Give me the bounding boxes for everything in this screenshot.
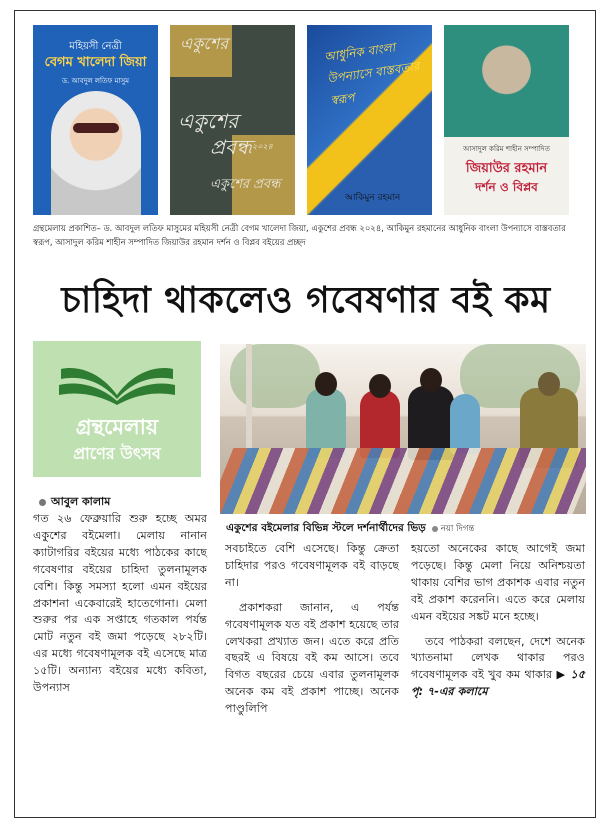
sunglasses-shape	[73, 123, 119, 133]
book2-title-main: একুশের	[178, 109, 239, 133]
book3-title: আধুনিক বাংলা উপন্যাসে বাস্তবতার স্বরূপ	[323, 40, 421, 108]
book-cover-ekusher-probondho	[170, 25, 295, 215]
portrait-image	[444, 25, 569, 137]
portrait-image	[51, 91, 141, 215]
visitor-head	[315, 372, 337, 396]
paragraph: সবচাইতে বেশি এসেছে। কিন্তু ক্রেতা চাহিদার পরও গবেষণামূলক বই বাড়ছে না।	[225, 542, 399, 589]
photo-caption	[226, 521, 474, 538]
book2-title-bottom: একুশের প্রবন্ধ	[210, 177, 281, 192]
paragraph: হয়তো অনেকের কাছে আগেই জমা পড়েছে। কিন্তু মেলা নিয়ে অনিশ্চয়তা থাকায় বেশির ভাগ প্রকাশক এবার নতুন বই প্রকাশ করেননি। এতে করে মেলায় এমন বইয়ের সঙ্কট মনে হচ্ছে।	[411, 542, 585, 623]
book2-year: ২০২৪	[252, 142, 273, 151]
paragraph: গত ২৬ ফেব্রুয়ারি শুরু হচ্ছে অমর একুশের বইমেলা। মেলায় নানান ক্যাটাগরির বইয়ের মধ্যে পাঠকের কাছে গবেষণার বইয়ের চাহিদা তুলনামূলক বেশি। কিন্তু সমস্যা হলো এমন বইয়ের প্রকাশনা একেবারেই হাতেগোনা। মেলা শুরুর পর এক সপ্তাহে গতকাল পর্যন্ত মোট নতুন বই জমা পড়েছে ২৮২টি। এর মধ্যে গবেষণামূলক বই এসেছে মাত্র ১৫টি। অন্যান্য বইয়ের মধ্যে কবিতা, উপন্যাস	[33, 512, 207, 695]
logo-line1: গ্রন্থমেলায়	[75, 415, 159, 439]
jump-line: ▶ ১৫ পৃ: ৭-এর কলামে	[411, 668, 585, 699]
book3-author: আকিমুন রহমান	[345, 193, 401, 203]
book1-author: ড. আবদুল লতিফ মাসুম	[61, 77, 130, 85]
book4-name: জিয়াউর রহমান	[465, 161, 548, 176]
book-covers	[33, 25, 583, 215]
author-name: আবুল কালাম	[51, 495, 111, 508]
book2-title-top: একুশের	[180, 34, 229, 53]
headline: চাহিদা থাকলেও গবেষণার বই কম	[61, 280, 551, 321]
book-fair-photo	[220, 344, 586, 514]
bullet-icon	[432, 526, 438, 532]
logo-line2: প্রাণের উৎসব	[73, 444, 161, 463]
paragraph	[411, 634, 585, 702]
paragraph-text: তবে পাঠকরা বলছেন, দেশে অনেক খ্যাতনামা লেখক থাকার পরও গবেষণামূলক বই খুব কম থাকার	[411, 634, 585, 682]
book-fair-logo	[33, 341, 201, 477]
photo-source	[432, 524, 475, 534]
newspaper-clipping	[14, 10, 596, 818]
book-cover-adhunik-bangla	[307, 25, 432, 215]
paragraph: প্রকাশকরা জানান, এ পর্যন্ত গবেষণামূলক যত বই প্রকাশ হয়েছে তার লেখকরা প্রখ্যাত জন। এতে করে প্রতি বছরই এ বিষয়ে বই কম আসে। তবে বিগত বছরের চেয়ে এবার তুলনামূলক অনেক কম বই প্রকাশ পাচ্ছে। অনেক পাণ্ডুলিপি	[225, 600, 399, 716]
book4-subtitle: দর্শন ও বিপ্লব	[475, 180, 538, 194]
bullet-icon	[39, 499, 46, 506]
book2-title-mid: প্রবন্ধ	[210, 135, 252, 159]
book4-editor: আসাদুল করিম শাহীন সম্পাদিত	[463, 145, 550, 153]
book-covers-caption: গ্রন্থমেলায় প্রকাশিত– ড. আবদুল লতিফ মাসুমের মহিয়সী নেত্রী বেগম খালেদা জিয়া, একুশের প্রবন্ধ ২০২৪, আকিমুন রহমানের আধুনিক বাংলা উপন্যাসে বাস্তবতার স্বরূপ, আসাদুল করিম শাহীন সম্পাদিত জিয়াউর রহমান দর্শন ও বিপ্লব বইয়ের প্রচ্ছদ	[33, 223, 566, 247]
book1-line1: মহিয়সী নেত্রী	[69, 41, 122, 52]
visitor-head	[538, 372, 560, 396]
visitor-head	[369, 374, 391, 398]
article-column-2	[225, 541, 399, 726]
article-column-3	[411, 541, 585, 709]
book-cover-ziaur-rahman	[444, 25, 569, 215]
book-cover-khaleda-zia	[33, 25, 158, 215]
article-column-1	[33, 511, 207, 705]
jump-text: ১৫ পৃ: ৭-এর কলামে	[411, 668, 585, 699]
visitor-figure	[450, 394, 480, 454]
book-stall-table	[220, 448, 586, 514]
photo-source-text: নয়া দিগন্ত	[440, 524, 475, 534]
book1-title: বেগম খালেদা জিয়া	[44, 55, 147, 70]
visitor-head	[420, 368, 442, 392]
stall-pole	[246, 344, 252, 456]
photo-caption-text: একুশের বইমেলার বিভিন্ন স্টলে দর্শনার্থীদের ভিড়	[226, 522, 426, 534]
byline	[39, 493, 110, 512]
open-book-icon	[55, 355, 179, 405]
